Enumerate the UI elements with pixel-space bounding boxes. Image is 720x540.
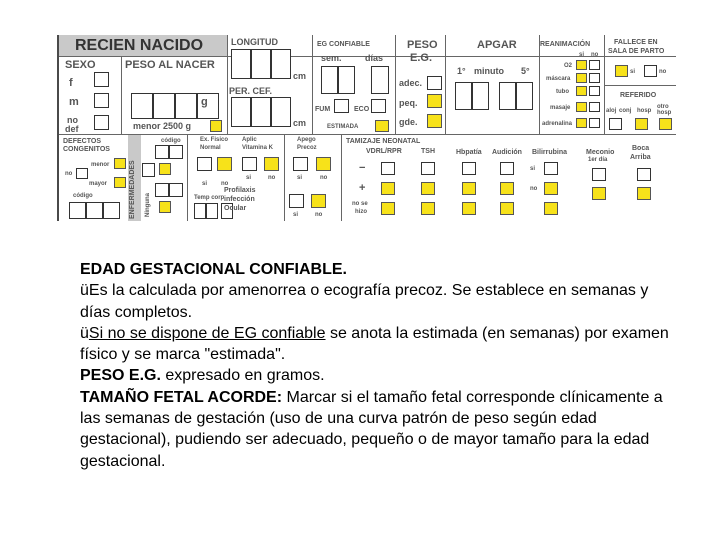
defectos-label-1: DEFECTOS bbox=[63, 138, 101, 145]
ex-fisico-no-checkbox[interactable] bbox=[217, 157, 232, 171]
enf-code-1a[interactable] bbox=[155, 145, 169, 159]
fallece-label-2: SALA DE PARTO bbox=[608, 48, 665, 55]
apego-si-checkbox[interactable] bbox=[293, 157, 308, 171]
sexo-undefined-checkbox[interactable] bbox=[94, 115, 109, 130]
estimada-checkbox[interactable] bbox=[375, 120, 389, 132]
peso-digit-1[interactable] bbox=[131, 93, 153, 119]
def-mayor-checkbox[interactable] bbox=[114, 177, 126, 188]
aplic-si-label: si bbox=[246, 175, 252, 181]
newborn-form-section bbox=[57, 35, 676, 221]
divider bbox=[121, 56, 122, 134]
bili-si-checkbox[interactable] bbox=[544, 162, 558, 175]
per-cef-unit: cm bbox=[293, 118, 307, 128]
check-mark-2: ü bbox=[80, 324, 89, 342]
profilaxis-label-2: infección bbox=[224, 196, 255, 203]
rean-adrenalina-si-checkbox[interactable] bbox=[576, 118, 587, 128]
tsh-nosehizo-checkbox[interactable] bbox=[421, 202, 435, 215]
def-codigo-digit-3[interactable] bbox=[103, 202, 120, 219]
meconio-label-1: Meconio bbox=[586, 149, 615, 156]
prof-si-label: si bbox=[293, 212, 299, 218]
codigo2-label: código bbox=[161, 138, 181, 144]
divider bbox=[59, 134, 676, 135]
audicion-nosehizo-checkbox[interactable] bbox=[500, 202, 514, 215]
menor-2500-label: menor 2500 g bbox=[133, 121, 192, 131]
temp-corp-label: Temp corp bbox=[194, 195, 225, 201]
per-cef-digit-1[interactable] bbox=[231, 97, 251, 127]
enf-code-2a[interactable] bbox=[155, 183, 169, 197]
rean-o2-si-checkbox[interactable] bbox=[576, 60, 587, 70]
check-mark-1: ü bbox=[80, 282, 89, 300]
minus-label: − bbox=[359, 162, 366, 174]
tamizaje-label: TAMIZAJE NEONATAL bbox=[346, 138, 421, 145]
tsh-label: TSH bbox=[421, 148, 435, 155]
sexo-m-label: m bbox=[69, 96, 79, 108]
minuto-1-label: 1° bbox=[457, 66, 466, 76]
tsh-plus-checkbox[interactable] bbox=[421, 182, 435, 195]
no-se-label-1: no se bbox=[352, 201, 368, 207]
paragraph-eg-calc: Es la calculada por amenorrea o ecografía precoz. Se establece en semanas y días completos. bbox=[80, 282, 649, 321]
def-codigo-digit-1[interactable] bbox=[69, 202, 86, 219]
profilaxis-label-1: Profilaxis bbox=[224, 187, 256, 194]
ex-fisico-label-2: Normal bbox=[200, 145, 221, 151]
eg-confiable-label: EG CONFIABLE bbox=[317, 41, 370, 48]
bilirrubina-label: Bilirrubina bbox=[532, 149, 568, 156]
peso-eg-heading: PESO E.G. bbox=[80, 367, 161, 385]
peso-eg-label-2: E.G. bbox=[410, 52, 433, 64]
apego-label-2: Precoz bbox=[297, 145, 317, 151]
rean-tubo-label: tubo bbox=[556, 89, 569, 95]
fallece-label-1: FALLECE EN bbox=[614, 39, 658, 46]
fallece-no-checkbox[interactable] bbox=[644, 65, 657, 77]
bili-extra-checkbox[interactable] bbox=[544, 202, 558, 215]
minuto-label: minuto bbox=[474, 66, 504, 76]
ref-otro-hosp-label: otro hosp bbox=[657, 104, 672, 116]
defectos-label-2: CONGENITOS bbox=[63, 146, 110, 153]
hbpatia-minus-checkbox[interactable] bbox=[462, 162, 476, 175]
bili-si-label: si bbox=[530, 166, 536, 172]
peso-eg-label-1: PESO bbox=[407, 39, 438, 51]
fallece-si-checkbox[interactable] bbox=[615, 65, 628, 77]
gde-checkbox[interactable] bbox=[427, 114, 442, 128]
referido-label: REFERIDO bbox=[620, 92, 657, 99]
aplic-label-2: Vitamina K bbox=[242, 145, 273, 151]
enf-check-2[interactable] bbox=[159, 201, 171, 213]
sem-label: sem. bbox=[321, 53, 342, 63]
fum-label: FUM bbox=[315, 106, 331, 113]
def-codigo-digit-2[interactable] bbox=[86, 202, 103, 219]
divider bbox=[187, 134, 188, 221]
longitud-digit-2[interactable] bbox=[251, 49, 271, 79]
eg-sem-digit-2[interactable] bbox=[338, 66, 355, 94]
vdrl-plus-checkbox[interactable] bbox=[381, 182, 395, 195]
apego-si-label: si bbox=[297, 175, 303, 181]
rean-adrenalina-no-checkbox[interactable] bbox=[589, 118, 600, 128]
sexo-m-checkbox[interactable] bbox=[94, 93, 109, 108]
rean-mascara-si-checkbox[interactable] bbox=[576, 73, 587, 83]
def-menor-checkbox[interactable] bbox=[114, 158, 126, 169]
ref-aloj-label: aloj bbox=[606, 108, 617, 114]
eco-checkbox[interactable] bbox=[371, 99, 386, 113]
enfermedades-label: ENFERMEDADES bbox=[129, 160, 136, 219]
def-mayor-label: mayor bbox=[89, 181, 108, 187]
rean-tubo-no-checkbox[interactable] bbox=[589, 86, 600, 96]
hbpatia-plus-checkbox[interactable] bbox=[462, 182, 476, 195]
aplic-si-checkbox[interactable] bbox=[242, 157, 257, 171]
def-no-checkbox[interactable] bbox=[76, 168, 88, 179]
ref-hosp-checkbox[interactable] bbox=[635, 118, 648, 130]
rean-no-label: no bbox=[591, 52, 599, 58]
dias-label: días bbox=[365, 53, 384, 63]
ex-fisico-si-checkbox[interactable] bbox=[197, 157, 212, 171]
apgar-1-digit-1[interactable] bbox=[455, 82, 472, 110]
per-cef-label: PER. CEF. bbox=[229, 86, 273, 96]
apego-label-1: Apego bbox=[297, 137, 316, 143]
temp-digit-2[interactable] bbox=[206, 203, 218, 219]
enf-code-1b[interactable] bbox=[169, 145, 183, 159]
rean-masaje-label: masaje bbox=[550, 105, 571, 111]
def-no-label: no bbox=[65, 171, 73, 177]
meconio-label-2: 1er día bbox=[588, 157, 608, 163]
peq-checkbox[interactable] bbox=[427, 94, 442, 108]
ninguna-checkbox[interactable] bbox=[142, 163, 155, 177]
aplic-label-1: Aplic bbox=[242, 137, 257, 143]
sexo-def-label: def bbox=[65, 124, 79, 134]
rean-mascara-no-checkbox[interactable] bbox=[589, 73, 600, 83]
peso-eg-text: expresado en gramos. bbox=[160, 367, 325, 385]
profilaxis-label-3: Ocular bbox=[224, 205, 247, 212]
divider bbox=[227, 35, 228, 134]
apgar-1-digit-2[interactable] bbox=[472, 82, 489, 110]
peso-digit-3[interactable] bbox=[175, 93, 197, 119]
divider bbox=[445, 35, 446, 134]
peso-nacer-label: PESO AL NACER bbox=[125, 59, 215, 71]
ex-si-label: si bbox=[202, 181, 208, 187]
ref-aloj-checkbox[interactable] bbox=[609, 118, 622, 130]
bili-no-label: no bbox=[530, 186, 538, 192]
meconio-no-checkbox[interactable] bbox=[592, 187, 606, 200]
def-codigo-label: código bbox=[73, 193, 93, 199]
vdrl-label: VDRL/RPR bbox=[366, 148, 402, 155]
eg-sem-digit-1[interactable] bbox=[321, 66, 338, 94]
sexo-f-label: f bbox=[69, 77, 73, 89]
temp-digit-1[interactable] bbox=[194, 203, 206, 219]
adec-label: adec. bbox=[399, 78, 423, 88]
apego-no-checkbox[interactable] bbox=[316, 157, 331, 171]
rean-mascara-label: máscara bbox=[546, 76, 571, 82]
underlined-no-eg: Si no se dispone de EG confiable bbox=[88, 324, 326, 342]
divider bbox=[604, 85, 676, 86]
eg-dias-digit[interactable] bbox=[371, 66, 389, 94]
boca-label-2: Arriba bbox=[630, 154, 651, 161]
rean-o2-no-checkbox[interactable] bbox=[589, 60, 600, 70]
minuto-5-label: 5° bbox=[521, 66, 530, 76]
rean-adrenalina-label: adrenalina bbox=[542, 121, 573, 127]
aplic-no-checkbox[interactable] bbox=[264, 157, 279, 171]
boca-si-checkbox[interactable] bbox=[637, 168, 651, 181]
rean-masaje-si-checkbox[interactable] bbox=[576, 102, 587, 112]
heading-eg-confiable: EDAD GESTACIONAL CONFIABLE. bbox=[80, 261, 347, 278]
rean-masaje-no-checkbox[interactable] bbox=[589, 102, 600, 112]
reanimacion-label: REANIMACIÓN bbox=[540, 41, 591, 48]
ex-no-label: no bbox=[221, 181, 229, 187]
eco-label: ECO bbox=[354, 106, 370, 113]
apgar-5-digit-1[interactable] bbox=[499, 82, 516, 110]
fum-checkbox[interactable] bbox=[334, 99, 349, 113]
ref-otro-hosp-checkbox[interactable] bbox=[659, 118, 672, 130]
profilaxis-si-checkbox[interactable] bbox=[289, 194, 304, 208]
bili-no-checkbox[interactable] bbox=[544, 182, 558, 195]
sexo-f-checkbox[interactable] bbox=[94, 72, 109, 87]
divider bbox=[395, 35, 396, 134]
menor-2500-checkbox[interactable] bbox=[210, 120, 222, 132]
hbpatia-label: Hbpatía bbox=[456, 149, 482, 156]
peq-label: peq. bbox=[399, 98, 418, 108]
audicion-plus-checkbox[interactable] bbox=[500, 182, 514, 195]
aplic-no-label: no bbox=[268, 175, 276, 181]
ref-conj-label: conj bbox=[619, 108, 632, 114]
apgar-label: APGAR bbox=[477, 39, 517, 51]
explanatory-text bbox=[80, 259, 680, 472]
divider bbox=[284, 134, 285, 221]
fallece-si-label: si bbox=[630, 69, 636, 75]
enf-code-2b[interactable] bbox=[169, 183, 183, 197]
plus-label: + bbox=[359, 182, 366, 194]
ninguna-label: Ninguna bbox=[145, 193, 151, 217]
tamano-fetal-text: Marcar si el tamaño fetal corresponde clínicamente a las semanas de gestación (uso de una curva patrón de peso según edad gestacional), pudiendo ser adecuado, pequeño o de mayor tamaño para la edad gestacional. bbox=[80, 388, 663, 470]
vdrl-minus-checkbox[interactable] bbox=[381, 162, 395, 175]
profilaxis-no-checkbox[interactable] bbox=[311, 194, 326, 208]
tamano-fetal-heading: TAMAÑO FETAL ACORDE: bbox=[80, 388, 283, 406]
no-se-label-2: hizo bbox=[355, 209, 367, 215]
rean-si-label: si bbox=[579, 52, 585, 58]
vdrl-nosehizo-checkbox[interactable] bbox=[381, 202, 395, 215]
longitud-digit-1[interactable] bbox=[231, 49, 251, 79]
def-menor-label: menor bbox=[91, 162, 110, 168]
divider bbox=[341, 134, 342, 221]
per-cef-digit-2[interactable] bbox=[251, 97, 271, 127]
boca-no-checkbox[interactable] bbox=[637, 187, 651, 200]
longitud-unit: cm bbox=[293, 71, 307, 81]
prof-no-label: no bbox=[315, 212, 323, 218]
longitud-digit-3[interactable] bbox=[271, 49, 291, 79]
ex-fisico-label-1: Ex. Fisico bbox=[200, 137, 229, 143]
hbpatia-nosehizo-checkbox[interactable] bbox=[462, 202, 476, 215]
fallece-no-label: no bbox=[659, 69, 667, 75]
estimada-label: ESTIMADA bbox=[327, 124, 359, 130]
meconio-si-checkbox[interactable] bbox=[592, 168, 606, 181]
peso-digit-2[interactable] bbox=[153, 93, 175, 119]
gde-label: gde. bbox=[399, 117, 418, 127]
audicion-label: Audición bbox=[492, 149, 522, 156]
adec-checkbox[interactable] bbox=[427, 76, 442, 90]
enf-check-1[interactable] bbox=[159, 163, 171, 175]
boca-label-1: Boca bbox=[632, 145, 650, 152]
paragraph-eg-estimada: se anota la estimada (en semanas) por examen físico y se marca "estimada". bbox=[80, 324, 669, 364]
per-cef-digit-3[interactable] bbox=[271, 97, 291, 127]
rean-tubo-si-checkbox[interactable] bbox=[576, 86, 587, 96]
divider bbox=[312, 35, 313, 134]
rean-o2-label: O2 bbox=[564, 63, 573, 69]
sexo-label: SEXO bbox=[65, 59, 96, 71]
peso-unit: g bbox=[201, 96, 208, 108]
apgar-5-digit-2[interactable] bbox=[516, 82, 533, 110]
ref-hosp-label: hosp bbox=[637, 108, 652, 114]
divider bbox=[539, 35, 540, 134]
audicion-minus-checkbox[interactable] bbox=[500, 162, 514, 175]
longitud-label: LONGITUD bbox=[231, 37, 278, 47]
apego-no-label: no bbox=[320, 175, 328, 181]
sexo-no-label: no bbox=[67, 115, 78, 125]
tsh-minus-checkbox[interactable] bbox=[421, 162, 435, 175]
form-title: RECIEN NACIDO bbox=[75, 37, 204, 54]
